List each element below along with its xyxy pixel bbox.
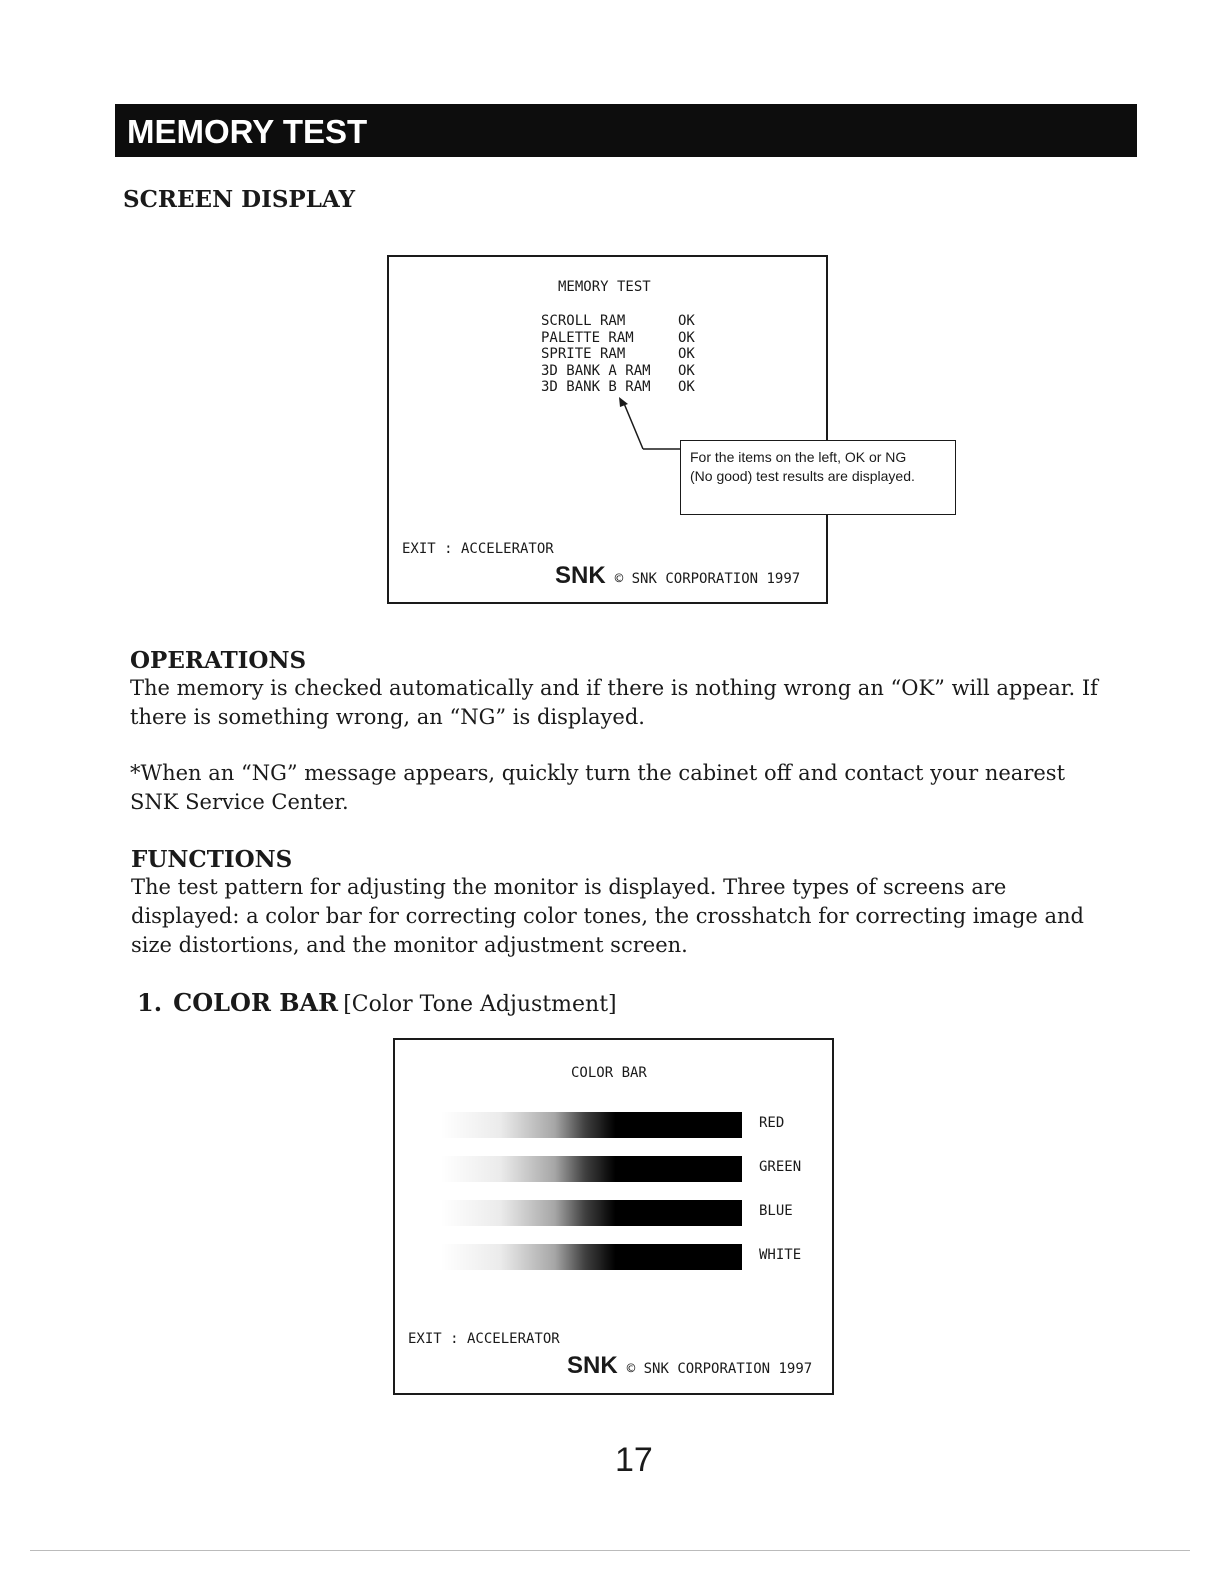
callout-line: For the items on the left, OK or NG	[690, 449, 907, 465]
memory-item-status: OK	[678, 329, 695, 346]
bar-label-red: RED	[759, 1115, 785, 1131]
blue-bar	[440, 1200, 742, 1226]
functions-paragraph	[131, 873, 1111, 960]
bottom-scan-line	[30, 1550, 1190, 1551]
operations-heading: OPERATIONS	[130, 647, 307, 674]
exit-instruction: EXIT : ACCELERATOR	[402, 541, 554, 557]
white-bar	[440, 1244, 742, 1270]
copyright-line	[567, 1352, 812, 1380]
pointer-arrow-icon	[615, 395, 685, 455]
color-bar-heading	[137, 988, 617, 1019]
exit-instruction: EXIT : ACCELERATOR	[408, 1331, 560, 1347]
callout-line: (No good) test results are displayed.	[690, 468, 915, 484]
snk-logo: SNK	[567, 1352, 618, 1379]
color-bar-screen	[393, 1038, 834, 1395]
memory-item-status: OK	[678, 346, 695, 362]
memory-test-screen	[387, 255, 828, 604]
text-line: displayed: a color bar for correcting color tones, the crosshatch for correcting image and	[131, 904, 1084, 928]
memory-item-label: 3D BANK B RAM	[541, 379, 651, 395]
copyright-text: © SNK CORPORATION 1997	[614, 571, 801, 587]
result-callout	[680, 440, 956, 515]
bar-label-white: WHITE	[759, 1247, 802, 1263]
memory-item-row	[541, 346, 695, 363]
text-line: size distortions, and the monitor adjustment screen.	[131, 933, 688, 957]
green-bar	[440, 1156, 742, 1182]
screen-title: MEMORY TEST	[558, 279, 651, 295]
functions-heading: FUNCTIONS	[131, 846, 293, 873]
color-bar-number: 1.	[137, 988, 163, 1017]
page-number: 17	[615, 1441, 653, 1479]
screen-display-heading: SCREEN DISPLAY	[123, 186, 356, 213]
text-line: *When an “NG” message appears, quickly turn the cabinet off and contact your nearest	[130, 761, 1066, 785]
memory-item-row	[541, 363, 695, 380]
section-header-bar	[115, 104, 1137, 157]
memory-item-status: OK	[678, 362, 695, 379]
memory-item-label: SPRITE RAM	[541, 346, 626, 362]
color-bar-subtitle: [Color Tone Adjustment]	[343, 992, 617, 1017]
memory-item-row	[541, 330, 695, 347]
text-line: SNK Service Center.	[130, 790, 349, 814]
operations-paragraph	[130, 674, 1110, 732]
screen-title: COLOR BAR	[571, 1065, 647, 1081]
memory-item-label: SCROLL RAM	[541, 313, 626, 329]
text-line: there is something wrong, an “NG” is displayed.	[130, 705, 645, 729]
red-bar	[440, 1112, 742, 1138]
memory-item-row	[541, 313, 695, 330]
memory-item-label: PALETTE RAM	[541, 329, 634, 346]
memory-item-status: OK	[678, 379, 695, 395]
copyright-text: © SNK CORPORATION 1997	[626, 1361, 813, 1377]
color-bar-title: COLOR BAR	[173, 988, 339, 1017]
memory-item-row	[541, 379, 695, 396]
page-title: MEMORY TEST	[127, 113, 368, 150]
memory-item-label: 3D BANK A RAM	[541, 362, 651, 379]
bar-label-green: GREEN	[759, 1159, 802, 1175]
memory-item-list	[541, 313, 695, 396]
text-line: The memory is checked automatically and if there is nothing wrong an “OK” will appear. If	[130, 676, 1098, 700]
copyright-line	[555, 562, 800, 590]
memory-item-status: OK	[678, 313, 695, 329]
operations-note	[130, 759, 1110, 817]
text-line: The test pattern for adjusting the monitor is displayed. Three types of screens are	[131, 875, 1007, 899]
snk-logo: SNK	[555, 562, 606, 589]
bar-label-blue: BLUE	[759, 1203, 793, 1219]
